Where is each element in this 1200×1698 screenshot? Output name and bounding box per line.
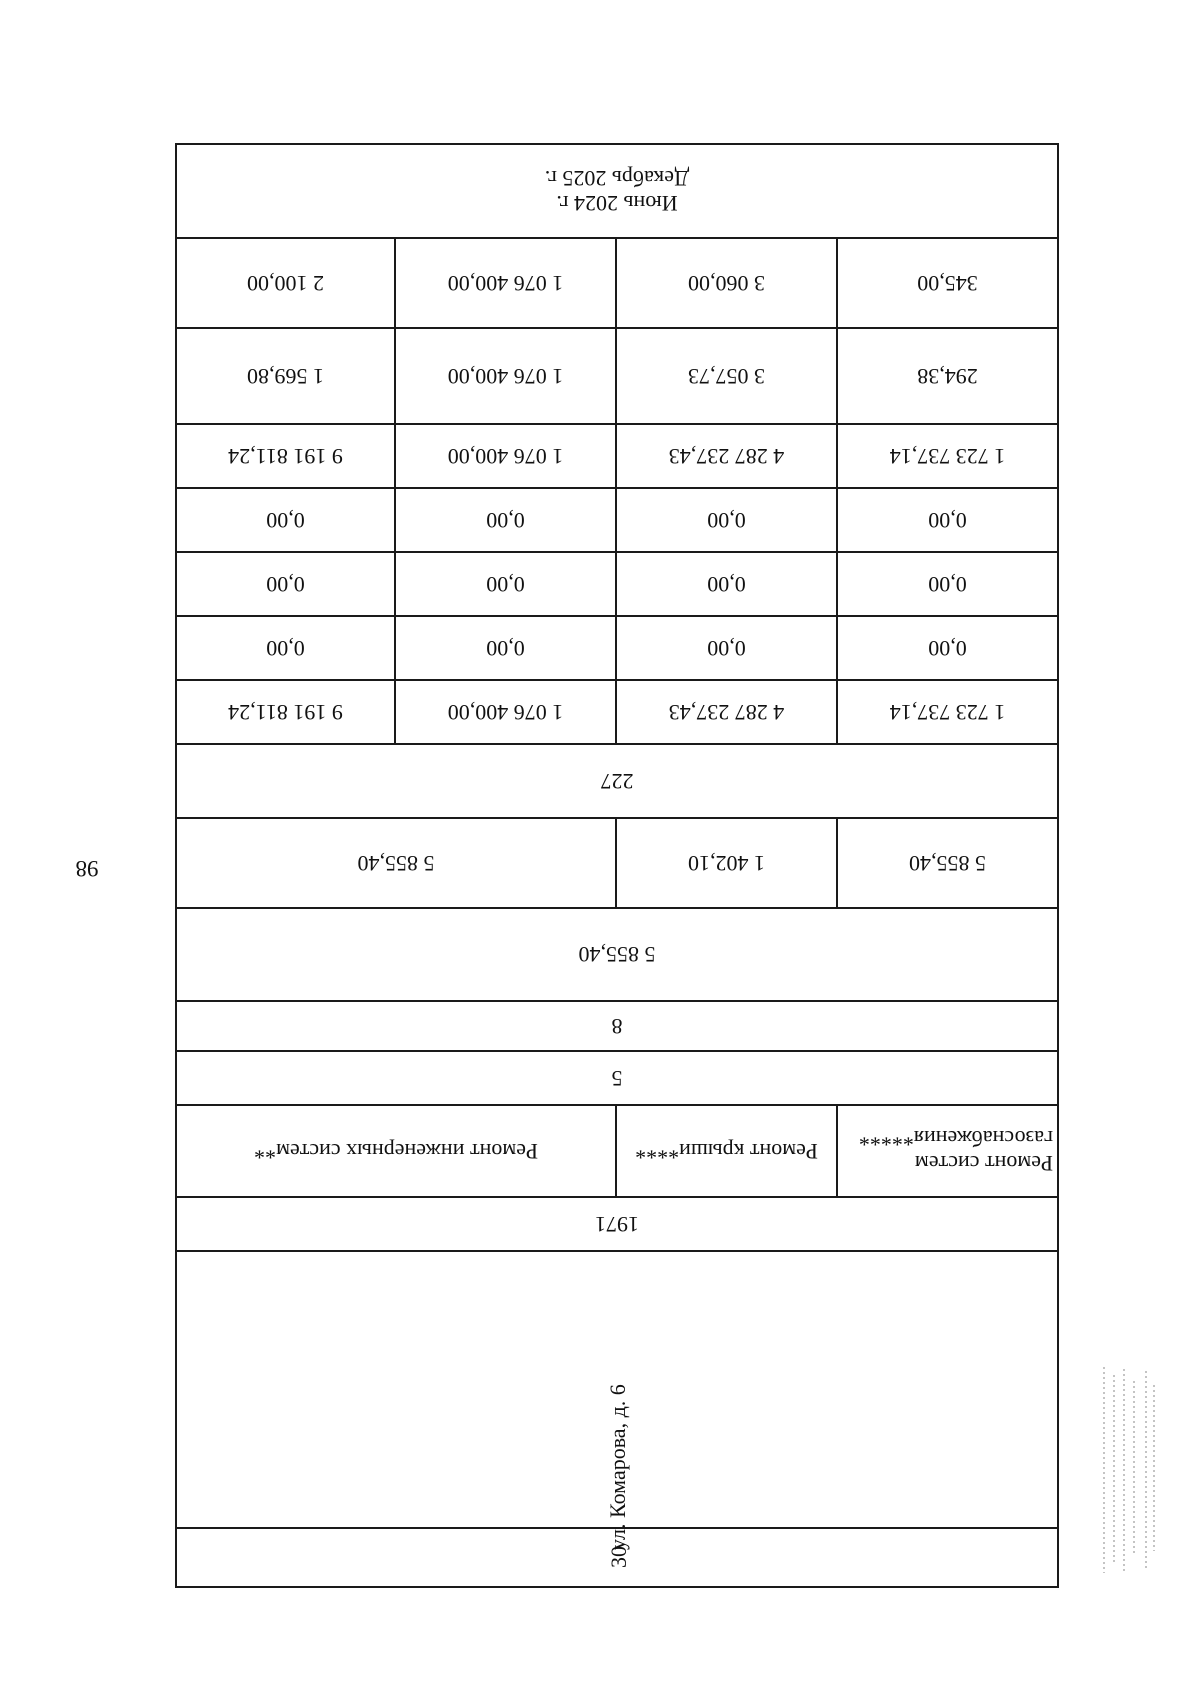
cell-fund-cost-c: 4 287 237,43 — [668, 699, 785, 725]
cell-total-cost-a: 9 191 811,24 — [228, 443, 343, 469]
cell-unit-cost-limit-b: 1 076 400,00 — [447, 270, 564, 296]
cell-zero-2-c: 0,00 — [707, 571, 746, 597]
cell-zero-2-a: 0,00 — [266, 571, 305, 597]
stamp-mark — [1100, 1365, 1158, 1575]
cell-zero-3-d: 0,00 — [928, 635, 967, 661]
cell-unit-cost-limit-c: 3 060,00 — [688, 270, 765, 296]
cell-unit-cost-c: 3 057,73 — [688, 363, 765, 389]
cell-unit-cost-d: 294,38 — [917, 363, 978, 389]
page-number: 98 — [75, 856, 99, 881]
total-area-cell: 5 855,40 — [578, 942, 656, 968]
cell-unit-cost-a: 1 569,80 — [247, 363, 324, 389]
cell-zero-3-c: 0,00 — [707, 635, 746, 661]
cell-zero-1-c: 0,00 — [707, 507, 746, 533]
row-number-cell: 30 — [606, 1546, 631, 1568]
entrances-cell: 5 — [611, 1065, 623, 1091]
cell-zero-2-b: 0,00 — [486, 571, 525, 597]
cell-fund-cost-b: 1 076 400,00 — [447, 699, 564, 725]
cell-zero-1-a: 0,00 — [266, 507, 305, 533]
work-roof: Ремонт крыши**** — [635, 1138, 818, 1164]
period-cell — [177, 145, 1057, 237]
cell-total-cost-b: 1 076 400,00 — [447, 443, 564, 469]
cell-zero-3-a: 0,00 — [266, 635, 305, 661]
area-cell-c: 5 855,40 — [909, 850, 986, 876]
floors-cell: 8 — [611, 1013, 623, 1039]
period-start: Июнь 2024 г. — [556, 191, 678, 217]
cell-total-cost-c: 4 287 237,43 — [668, 443, 785, 469]
period-end: Декабрь 2025 г. — [544, 166, 690, 191]
work-gas-line2: газоснабжения***** — [858, 1126, 1053, 1151]
cell-zero-2-d: 0,00 — [928, 571, 967, 597]
area-cell-b: 1 402,10 — [688, 850, 765, 876]
cell-fund-cost-d: 1 723 737,14 — [889, 699, 1006, 725]
cell-total-cost-d: 1 723 737,14 — [889, 443, 1006, 469]
work-gas-line1: Ремонт систем — [914, 1151, 1053, 1177]
cell-zero-3-b: 0,00 — [486, 635, 525, 661]
work-gas-systems — [838, 1106, 1057, 1196]
work-engineering-systems: Ремонт инженерных систем** — [254, 1138, 538, 1164]
cell-unit-cost-limit-d: 345,00 — [917, 270, 978, 296]
cell-unit-cost-limit-a: 2 100,00 — [247, 270, 324, 296]
cell-zero-1-d: 0,00 — [928, 507, 967, 533]
year-cell: 1971 — [595, 1211, 639, 1237]
residents-cell: 227 — [600, 768, 634, 794]
area-cell-a: 5 855,40 — [357, 850, 435, 876]
address-cell: ул. Комарова, д. 6 — [605, 1384, 630, 1550]
cell-zero-1-b: 0,00 — [486, 507, 525, 533]
cell-unit-cost-b: 1 076 400,00 — [447, 363, 564, 389]
cell-fund-cost-a: 9 191 811,24 — [228, 699, 343, 725]
